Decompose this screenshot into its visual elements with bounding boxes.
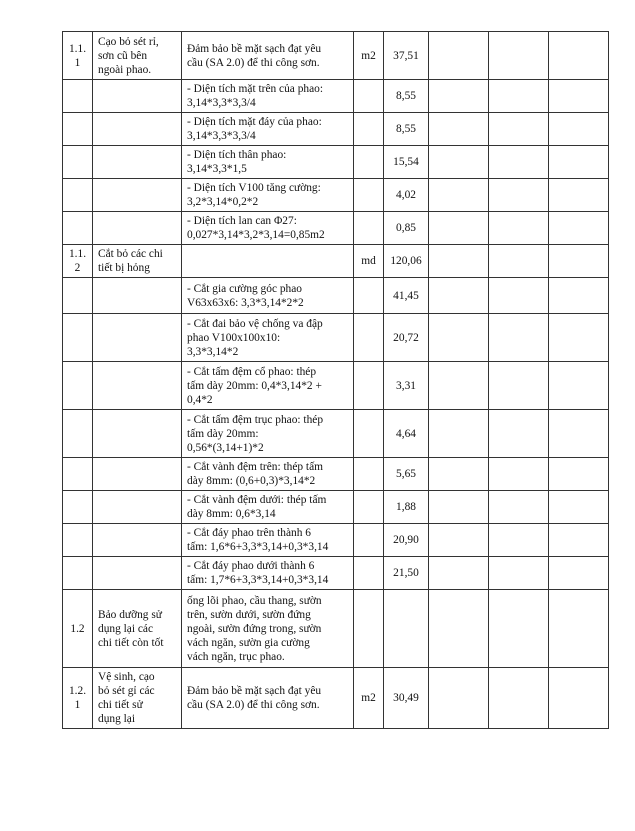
unit-cell <box>354 524 384 557</box>
item-name-cell <box>93 491 182 524</box>
table-row <box>63 668 609 729</box>
empty-cell <box>429 491 489 524</box>
empty-cell <box>549 362 609 410</box>
empty-cell <box>429 362 489 410</box>
empty-cell <box>549 590 609 668</box>
unit-cell: m2 <box>354 668 384 729</box>
empty-cell <box>429 179 489 212</box>
unit-cell: m2 <box>354 32 384 80</box>
item-description-cell: - Cắt đai bảo vệ chống va đập phao V100x100x10: 3,3*3,14*2 <box>182 314 354 362</box>
empty-cell <box>489 491 549 524</box>
item-number-cell <box>63 212 93 245</box>
empty-cell <box>429 278 489 314</box>
item-description-cell: - Cắt tấm đệm cổ phao: thép tấm dày 20mm: 0,4*3,14*2 + 0,4*2 <box>182 362 354 410</box>
unit-cell <box>354 80 384 113</box>
unit-cell <box>354 212 384 245</box>
table-row <box>63 557 609 590</box>
empty-cell <box>429 557 489 590</box>
empty-cell <box>429 590 489 668</box>
empty-cell <box>549 458 609 491</box>
item-description-cell <box>182 245 354 278</box>
item-description-cell: - Cắt tấm đệm trục phao: thép tấm dày 20mm: 0,56*(3,14+1)*2 <box>182 410 354 458</box>
empty-cell <box>549 80 609 113</box>
unit-cell: md <box>354 245 384 278</box>
empty-cell <box>489 80 549 113</box>
empty-cell <box>549 113 609 146</box>
quantity-cell: 15,54 <box>384 146 429 179</box>
table-row <box>63 278 609 314</box>
quantity-cell: 37,51 <box>384 32 429 80</box>
item-description-cell: - Diện tích V100 tăng cường: 3,2*3,14*0,2*2 <box>182 179 354 212</box>
item-description-cell: - Cắt đáy phao dưới thành 6 tấm: 1,7*6+3,3*3,14+0,3*3,14 <box>182 557 354 590</box>
table-row <box>63 590 609 668</box>
empty-cell <box>549 314 609 362</box>
item-name-cell <box>93 80 182 113</box>
empty-cell <box>429 113 489 146</box>
table-row <box>63 245 609 278</box>
item-name-cell <box>93 212 182 245</box>
quantity-cell: 3,31 <box>384 362 429 410</box>
item-name-cell <box>93 278 182 314</box>
unit-cell <box>354 410 384 458</box>
empty-cell <box>549 557 609 590</box>
table-row <box>63 179 609 212</box>
item-description-cell: - Diện tích mặt đáy của phao: 3,14*3,3*3,3/4 <box>182 113 354 146</box>
empty-cell <box>429 410 489 458</box>
item-number-cell: 1.2. 1 <box>63 668 93 729</box>
quantity-cell: 1,88 <box>384 491 429 524</box>
empty-cell <box>429 80 489 113</box>
empty-cell <box>489 458 549 491</box>
empty-cell <box>489 362 549 410</box>
item-number-cell <box>63 410 93 458</box>
item-name-cell <box>93 146 182 179</box>
unit-cell <box>354 314 384 362</box>
empty-cell <box>549 410 609 458</box>
table-row <box>63 362 609 410</box>
empty-cell <box>489 410 549 458</box>
quantity-cell: 41,45 <box>384 278 429 314</box>
empty-cell <box>549 668 609 729</box>
empty-cell <box>429 524 489 557</box>
empty-cell <box>549 245 609 278</box>
item-number-cell <box>63 146 93 179</box>
empty-cell <box>549 278 609 314</box>
item-number-cell <box>63 278 93 314</box>
quantity-cell: 30,49 <box>384 668 429 729</box>
table-body <box>63 32 609 729</box>
item-number-cell <box>63 113 93 146</box>
item-description-cell: Đảm bảo bề mặt sạch đạt yêu cầu (SA 2.0) để thi công sơn. <box>182 668 354 729</box>
table-row <box>63 80 609 113</box>
unit-cell <box>354 362 384 410</box>
quantity-cell: 0,85 <box>384 212 429 245</box>
quantity-cell: 8,55 <box>384 113 429 146</box>
item-name-cell <box>93 314 182 362</box>
item-description-cell: - Cắt đáy phao trên thành 6 tấm: 1,6*6+3,3*3,14+0,3*3,14 <box>182 524 354 557</box>
unit-cell <box>354 113 384 146</box>
empty-cell <box>489 668 549 729</box>
item-name-cell <box>93 458 182 491</box>
item-number-cell: 1.1. 1 <box>63 32 93 80</box>
quantity-cell: 4,02 <box>384 179 429 212</box>
empty-cell <box>489 314 549 362</box>
item-name-cell <box>93 362 182 410</box>
empty-cell <box>429 212 489 245</box>
item-description-cell: ống lõi phao, cầu thang, sườn trên, sườn dưới, sườn đứng ngoài, sườn đứng trong, sườn vách ngăn, sườn gia cường vách ngăn, trục phao. <box>182 590 354 668</box>
estimate-table <box>62 31 609 729</box>
unit-cell <box>354 458 384 491</box>
table-row <box>63 212 609 245</box>
item-description-cell: - Cắt gia cường góc phao V63x63x6: 3,3*3,14*2*2 <box>182 278 354 314</box>
empty-cell <box>429 458 489 491</box>
empty-cell <box>489 212 549 245</box>
item-number-cell <box>63 491 93 524</box>
item-number-cell <box>63 557 93 590</box>
item-number-cell <box>63 458 93 491</box>
item-description-cell: Đảm bảo bề mặt sạch đạt yêu cầu (SA 2.0) để thi công sơn. <box>182 32 354 80</box>
table-row <box>63 113 609 146</box>
empty-cell <box>489 179 549 212</box>
unit-cell <box>354 491 384 524</box>
item-description-cell: - Cắt vành đệm dưới: thép tấm dày 8mm: 0,6*3,14 <box>182 491 354 524</box>
table-row <box>63 524 609 557</box>
item-description-cell: - Diện tích lan can Φ27: 0,027*3,14*3,2*3,14=0,85m2 <box>182 212 354 245</box>
table-row <box>63 146 609 179</box>
item-name-cell: Cắt bỏ các chi tiết bị hỏng <box>93 245 182 278</box>
empty-cell <box>429 245 489 278</box>
empty-cell <box>549 146 609 179</box>
quantity-cell: 5,65 <box>384 458 429 491</box>
empty-cell <box>489 113 549 146</box>
unit-cell <box>354 278 384 314</box>
unit-cell <box>354 179 384 212</box>
empty-cell <box>489 278 549 314</box>
empty-cell <box>549 524 609 557</box>
item-number-cell <box>63 362 93 410</box>
quantity-cell: 8,55 <box>384 80 429 113</box>
empty-cell <box>489 32 549 80</box>
table-row <box>63 410 609 458</box>
unit-cell <box>354 557 384 590</box>
empty-cell <box>429 32 489 80</box>
empty-cell <box>489 146 549 179</box>
item-name-cell: Vệ sinh, cạo bỏ sét gỉ các chi tiết sử dụng lại <box>93 668 182 729</box>
empty-cell <box>549 32 609 80</box>
table-row <box>63 458 609 491</box>
quantity-cell: 4,64 <box>384 410 429 458</box>
empty-cell <box>429 146 489 179</box>
empty-cell <box>429 314 489 362</box>
empty-cell <box>489 557 549 590</box>
item-name-cell <box>93 524 182 557</box>
item-number-cell <box>63 80 93 113</box>
quantity-cell: 20,90 <box>384 524 429 557</box>
item-name-cell <box>93 179 182 212</box>
item-description-cell: - Diện tích thân phao: 3,14*3,3*1,5 <box>182 146 354 179</box>
empty-cell <box>549 179 609 212</box>
item-number-cell <box>63 179 93 212</box>
item-number-cell: 1.2 <box>63 590 93 668</box>
item-name-cell <box>93 557 182 590</box>
quantity-cell: 20,72 <box>384 314 429 362</box>
table-row <box>63 32 609 80</box>
table-row <box>63 491 609 524</box>
item-name-cell <box>93 113 182 146</box>
item-description-cell: - Cắt vành đệm trên: thép tấm dày 8mm: (0,6+0,3)*3,14*2 <box>182 458 354 491</box>
item-name-cell: Cạo bỏ sét rỉ, sơn cũ bên ngoài phao. <box>93 32 182 80</box>
item-description-cell: - Diện tích mặt trên của phao: 3,14*3,3*3,3/4 <box>182 80 354 113</box>
table-row <box>63 314 609 362</box>
item-name-cell: Bảo dưỡng sử dụng lại các chi tiết còn tốt <box>93 590 182 668</box>
quantity-cell <box>384 590 429 668</box>
empty-cell <box>429 668 489 729</box>
empty-cell <box>549 212 609 245</box>
quantity-cell: 120,06 <box>384 245 429 278</box>
empty-cell <box>549 491 609 524</box>
item-number-cell <box>63 524 93 557</box>
quantity-cell: 21,50 <box>384 557 429 590</box>
empty-cell <box>489 590 549 668</box>
unit-cell <box>354 590 384 668</box>
empty-cell <box>489 245 549 278</box>
empty-cell <box>489 524 549 557</box>
item-number-cell: 1.1. 2 <box>63 245 93 278</box>
item-number-cell <box>63 314 93 362</box>
unit-cell <box>354 146 384 179</box>
item-name-cell <box>93 410 182 458</box>
